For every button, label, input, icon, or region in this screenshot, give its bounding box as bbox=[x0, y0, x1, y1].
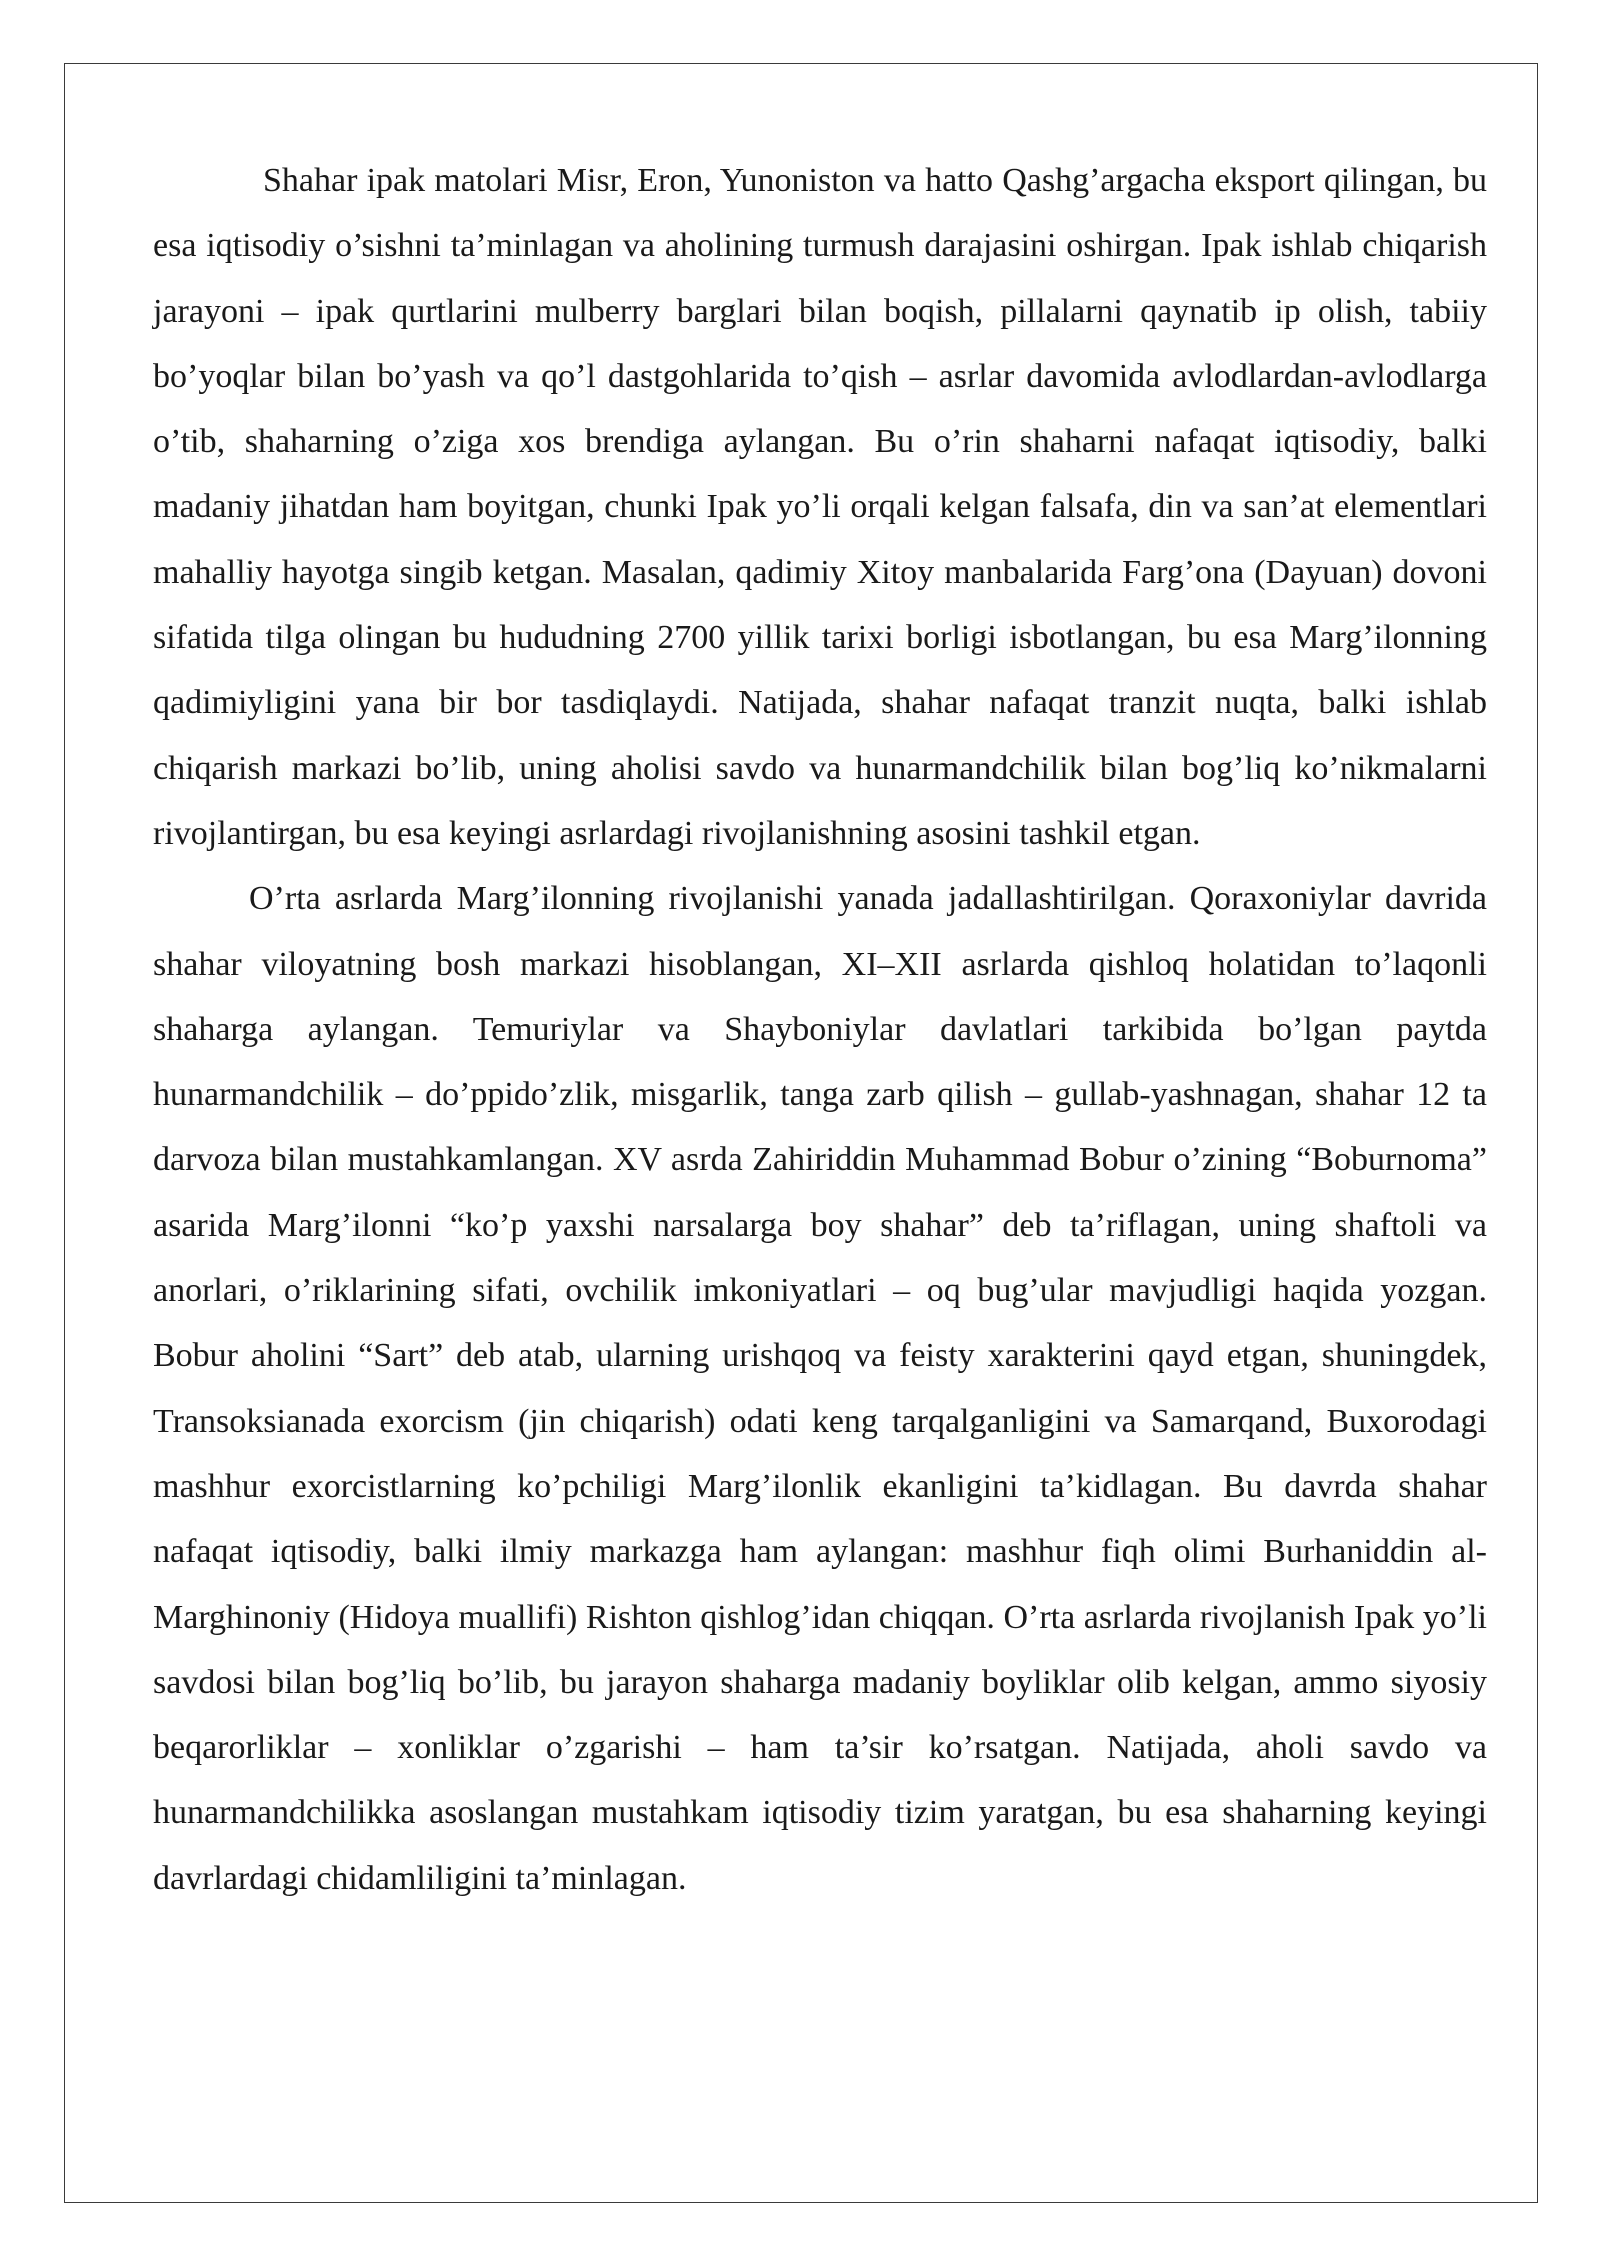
paragraph-middle-ages: O’rta asrlarda Marg’ilonning rivojlanishi yanada jadallashtirilgan. Qoraxoniylar davrida shahar viloyatning bosh markazi hisoblangan, XI–XII asrlarda qishloq holatidan to’laqonli shaharga aylangan. Temuriylar va Shayboniylar davlatlari tarkibida bo’lgan paytda hunarmandchilik – do’ppido’zlik, misgarlik, tanga zarb qilish – gullab-yashnagan, shahar 12 ta darvoza bilan mustahkamlangan. XV asrda Zahiriddin Muhammad Bobur o’zining “Boburnoma” asarida Marg’ilonni “ko’p yaxshi narsalarga boy shahar” deb ta’riflagan, uning shaftoli va anorlari, o’riklarining sifati, ovchilik imkoniyatlari – oq bug’ular mavjudligi haqida yozgan. Bobur aholini “Sart” deb atab, ularning urishqoq va feisty xarakterini qayd etgan, shuningdek, Transoksianada exorcism (jin chiqarish) odati keng tarqalganligini va Samarqand, Buxorodagi mashhur exorcistlarning ko’pchiligi Marg’ilonlik ekanligini ta’kidlagan. Bu davrda shahar nafaqat iqtisodiy, balki ilmiy markazga ham aylangan: mashhur fiqh olimi Burhaniddin al-Marghinoniy (Hidoya muallifi) Rishton qishlog’idan chiqqan. O’rta asrlarda rivojlanish Ipak yo’li savdosi bilan bog’liq bo’lib, bu jarayon shaharga madaniy boyliklar olib kelgan, ammo siyosiy beqarorliklar – xonliklar o’zgarishi – ham ta’sir ko’rsatgan. Natijada, aholi savdo va hunarmandchilikka asoslangan mustahkam iqtisodiy tizim yaratgan, bu esa shaharning keyingi davrlardagi chidamliligini ta’minlagan. bbox=[153, 880, 1487, 1897]
paragraph-silk-trade: Shahar ipak matolari Misr, Eron, Yunoniston va hatto Qashg’argacha eksport qilingan, bu esa iqtisodiy o’sishni ta’minlagan va aholining turmush darajasini oshirgan. Ipak ishlab chiqarish jarayoni – ipak qurtlarini mulberry barglari bilan boqish, pillalarni qaynatib ip olish, tabiiy bo’yoqlar bilan bo’yash va qo’l dastgohlarida to’qish – asrlar davomida avlodlardan-avlodlarga o’tib, shaharning o’ziga xos brendiga aylangan. Bu o’rin shaharni nafaqat iqtisodiy, balki madaniy jihatdan ham boyitgan, chunki Ipak yo’li orqali kelgan falsafa, din va san’at elementlari mahalliy hayotga singib ketgan. Masalan, qadimiy Xitoy manbalarida Farg’ona (Dayuan) dovoni sifatida tilga olingan bu hududning 2700 yillik tarixi borligi isbotlangan, bu esa Marg’ilonning qadimiyligini yana bir bor tasdiqlaydi. Natijada, shahar nafaqat tranzit nuqta, balki ishlab chiqarish markazi bo’lib, uning aholisi savdo va hunarmandchilik bilan bog’liq ko’nikmalarni rivojlantirgan, bu esa keyingi asrlardagi rivojlanishning asosini tashkil etgan. bbox=[153, 162, 1487, 852]
document-body bbox=[153, 148, 1487, 1911]
